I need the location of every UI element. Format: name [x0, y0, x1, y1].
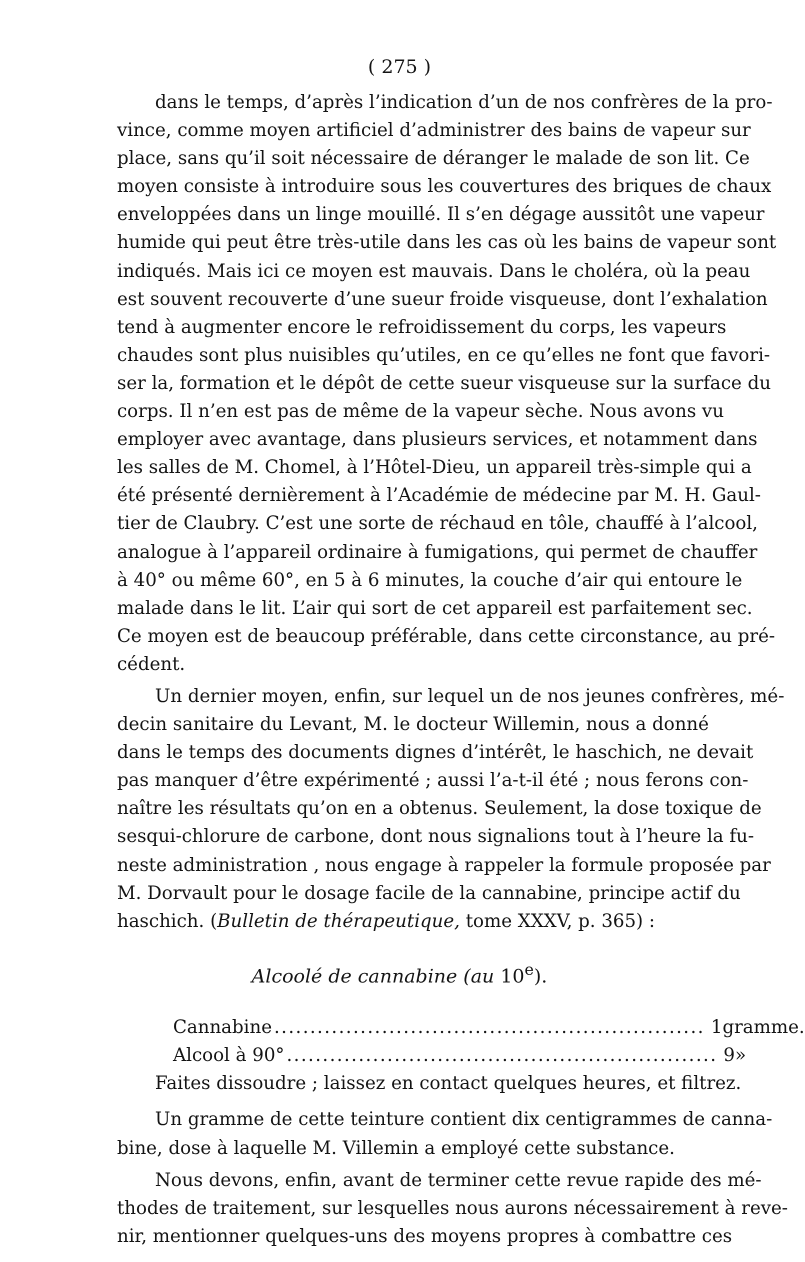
text-line: dans le temps des documents dignes d’intérêt, le haschich, ne devait	[117, 742, 754, 764]
text-line: ser la, formation et le dépôt de cette sueur visqueuse sur la surface du	[117, 372, 771, 394]
recipe-title-superscript: e	[524, 959, 534, 979]
text-line: Un dernier moyen, enfin, sur lequel un de nos jeunes confrères, mé-	[155, 685, 785, 707]
text-line: cédent.	[117, 653, 186, 675]
recipe-unit: gramme.	[722, 1017, 805, 1039]
text-line: les salles de M. Chomel, à l’Hôtel-Dieu, un appareil très-simple qui a	[117, 457, 752, 479]
text-line: à 40° ou même 60°, en 5 à 6 minutes, la couche d’air qui entoure le	[117, 569, 743, 591]
text-line: pas manquer d’être expérimenté ; aussi l’a-t-il été ; nous ferons con-	[117, 770, 749, 792]
text-line-citation	[117, 908, 682, 936]
text-line: decin sanitaire du Levant, M. le docteur Willemin, nous a donné	[117, 714, 709, 736]
text-line: vince, comme moyen artificiel d’administrer des bains de vapeur sur	[117, 120, 751, 142]
text-line: thodes de traitement, sur lesquelles nous aurons nécessairement à reve-	[117, 1197, 788, 1219]
text-line: neste administration , nous engage à rappeler la formule proposée par	[117, 854, 771, 876]
paragraph-4	[117, 1167, 788, 1251]
text-line: enveloppées dans un linge mouillé. Il s’en dégage aussitôt une vapeur	[117, 204, 765, 226]
paragraph-1	[117, 89, 777, 679]
text-line: naître les résultats qu’on en a obtenus. Seulement, la dose toxique de	[117, 798, 762, 820]
recipe-quantity: 9	[723, 1045, 735, 1067]
text-line: employer avec avantage, dans plusieurs services, et notamment dans	[117, 429, 758, 451]
text-line: malade dans le lit. L’air qui sort de cet appareil est parfaitement sec.	[117, 597, 753, 619]
text-line: bine, dose à laquelle M. Villemin a employé cette substance.	[117, 1137, 675, 1159]
recipe-table	[117, 1014, 805, 1070]
text-line: humide qui peut être très-utile dans les cas où les bains de vapeur sont	[117, 232, 777, 254]
text-line: tier de Claubry. C’est une sorte de réchaud en tôle, chauffé à l’alcool,	[117, 513, 758, 535]
text-line: moyen consiste à introduire sous les couvertures des briques de chaux	[117, 176, 772, 198]
recipe-leader-dots: ............................................................	[286, 1045, 718, 1067]
recipe-ingredient: Alcool à 90°	[173, 1045, 285, 1067]
recipe-note: Faites dissoudre ; laissez en contact quelques heures, et filtrez.	[155, 1073, 742, 1095]
recipe-leader-dots: ............................................................	[273, 1017, 705, 1039]
paragraph-2	[117, 683, 785, 936]
citation-suffix: tome XXXV, p. 365) :	[459, 910, 656, 932]
text-line: Ce moyen est de beaucoup préférable, dans cette circonstance, au pré-	[117, 625, 775, 647]
text-line: dans le temps, d’après l’indication d’un de nos confrères de la pro-	[155, 92, 773, 113]
text-line: Un gramme de cette teinture contient dix centigrammes de canna-	[155, 1109, 773, 1131]
page-number: ( 275 )	[367, 56, 432, 78]
text-line: nir, mentionner quelques-uns des moyens propres à combattre ces	[117, 1225, 733, 1247]
book-page	[117, 55, 805, 1251]
recipe-row	[117, 1014, 805, 1042]
recipe-unit: »	[734, 1045, 747, 1067]
recipe-title	[117, 956, 682, 990]
text-line: indiqués. Mais ici ce moyen est mauvais. Dans le choléra, où la peau	[117, 260, 751, 282]
text-line: chaudes sont plus nuisibles qu’utiles, en ce qu’elles ne font que favori-	[117, 344, 771, 366]
recipe-row	[117, 1042, 747, 1070]
recipe-ingredient: Cannabine	[173, 1017, 272, 1039]
text-line: analogue à l’appareil ordinaire à fumigations, qui permet de chauffer	[117, 541, 758, 563]
text-line: Nous devons, enfin, avant de terminer cette revue rapide des mé-	[155, 1169, 762, 1191]
recipe-title-italic: Alcoolé de cannabine (au	[251, 965, 495, 988]
citation-prefix: haschich. (	[117, 910, 218, 932]
recipe-title-number: 10	[494, 965, 525, 988]
text-line: corps. Il n’en est pas de même de la vapeur sèche. Nous avons vu	[117, 401, 724, 423]
text-line: tend à augmenter encore le refroidissement du corps, les vapeurs	[117, 316, 727, 338]
text-line: été présenté dernièrement à l’Académie de médecine par M. H. Gaul-	[117, 485, 761, 507]
recipe-title-end: ).	[533, 965, 548, 988]
text-line: est souvent recouverte d’une sueur froide visqueuse, dont l’exhalation	[117, 288, 768, 310]
paragraph-3	[117, 1106, 773, 1162]
citation-journal: Bulletin de thérapeutique,	[217, 910, 460, 932]
text-line: M. Dorvault pour le dosage facile de la cannabine, principe actif du	[117, 882, 741, 904]
text-line: place, sans qu’il soit nécessaire de déranger le malade de son lit. Ce	[117, 148, 750, 170]
text-line: sesqui-chlorure de carbone, dont nous signalions tout à l’heure la fu-	[117, 826, 754, 848]
recipe-quantity: 1	[710, 1017, 723, 1039]
